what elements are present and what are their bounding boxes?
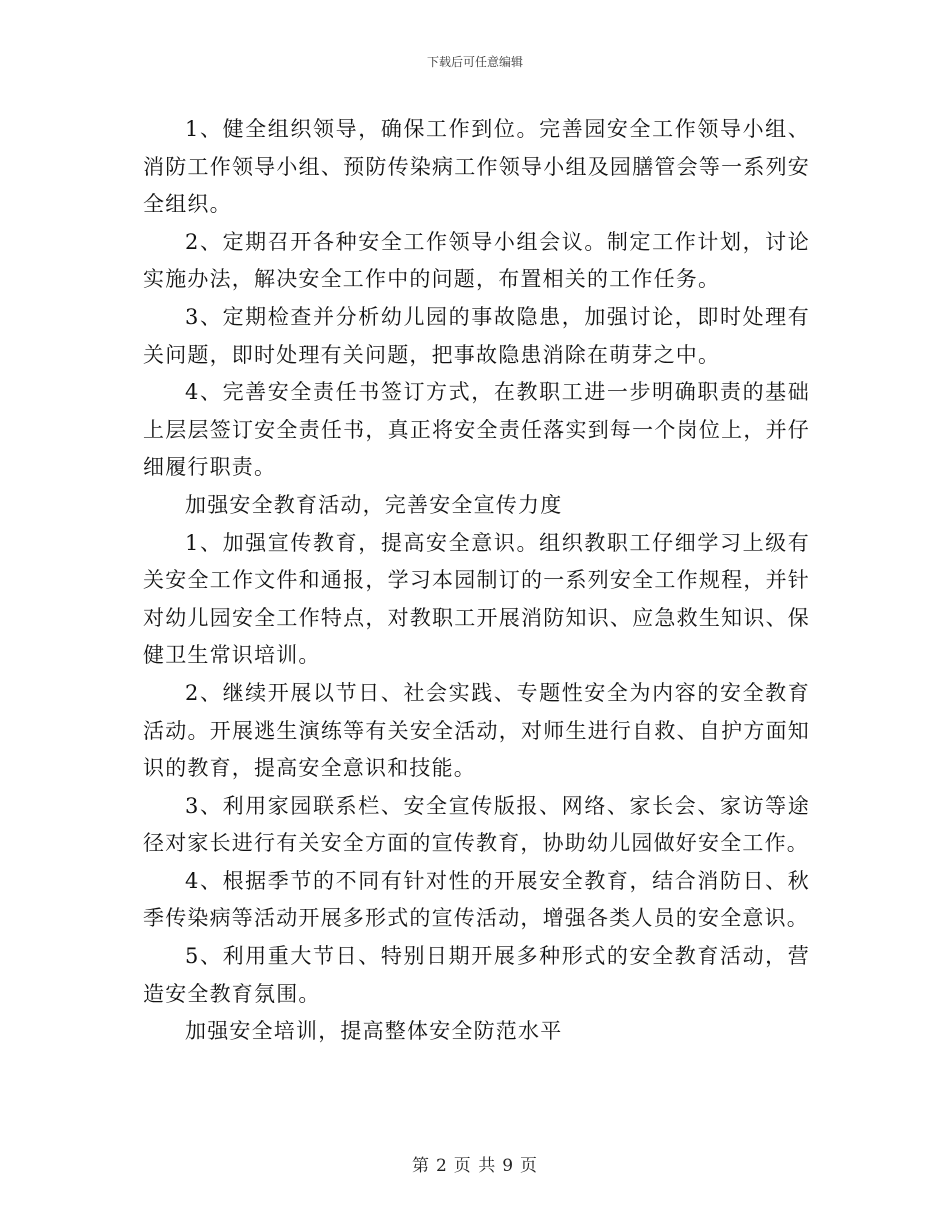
- paragraph: 5、利用重大节日、特别日期开展多种形式的安全教育活动，营造安全教育氛围。: [143, 944, 810, 1006]
- paragraph: 4、根据季节的不同有针对性的开展安全教育，结合消防日、秋季传染病等活动开展多形式的宣传活动，增强各类人员的安全意识。: [143, 868, 810, 931]
- paragraph: 2、定期召开各种安全工作领导小组会议。制定工作计划，讨论实施办法，解决安全工作中的问题，布置相关的工作任务。: [143, 229, 810, 292]
- paragraph: 1、健全组织领导，确保工作到位。完善园安全工作领导小组、消防工作领导小组、预防传染病工作领导小组及园膳管会等一系列安全组织。: [143, 117, 810, 217]
- footer-prefix: 第: [411, 1156, 430, 1176]
- section-heading: 加强安全教育活动，完善安全宣传力度: [185, 492, 563, 517]
- footer-suffix: 页: [520, 1156, 539, 1176]
- paragraph: 2、继续开展以节日、社会实践、专题性安全为内容的安全教育活动。开展逃生演练等有关安全活动，对师生进行自救、自护方面知识的教育，提高安全意识和技能。: [143, 680, 810, 781]
- section-heading: 加强安全培训，提高整体安全防范水平: [185, 1019, 563, 1044]
- page-number: 2: [435, 1156, 448, 1176]
- paragraph: 3、定期检查并分析幼儿园的事故隐患，加强讨论，即时处理有关问题，即时处理有关问题，把事故隐患消除在萌芽之中。: [143, 304, 810, 367]
- page-footer: [0, 1151, 950, 1176]
- paragraph: 4、完善安全责任书签订方式，在教职工进一步明确职责的基础上层层签订安全责任书，真正将安全责任落实到每一个岗位上，并仔细履行职责。: [143, 380, 810, 480]
- paragraph: 3、利用家园联系栏、安全宣传版报、网络、家长会、家访等途径对家长进行有关安全方面的宣传教育，协助幼儿园做好安全工作。: [143, 793, 810, 856]
- total-pages: 9: [502, 1156, 515, 1176]
- page-header: 下载后可任意编辑: [426, 55, 523, 69]
- footer-middle: 页 共: [453, 1156, 497, 1176]
- paragraph: 1、加强宣传教育，提高安全意识。组织教职工仔细学习上级有关安全工作文件和通报，学习本园制订的一系列安全工作规程，并针对幼儿园安全工作特点，对教职工开展消防知识、应急救生知识、保健卫生常识培训。: [143, 530, 810, 668]
- document-body: [143, 111, 810, 1051]
